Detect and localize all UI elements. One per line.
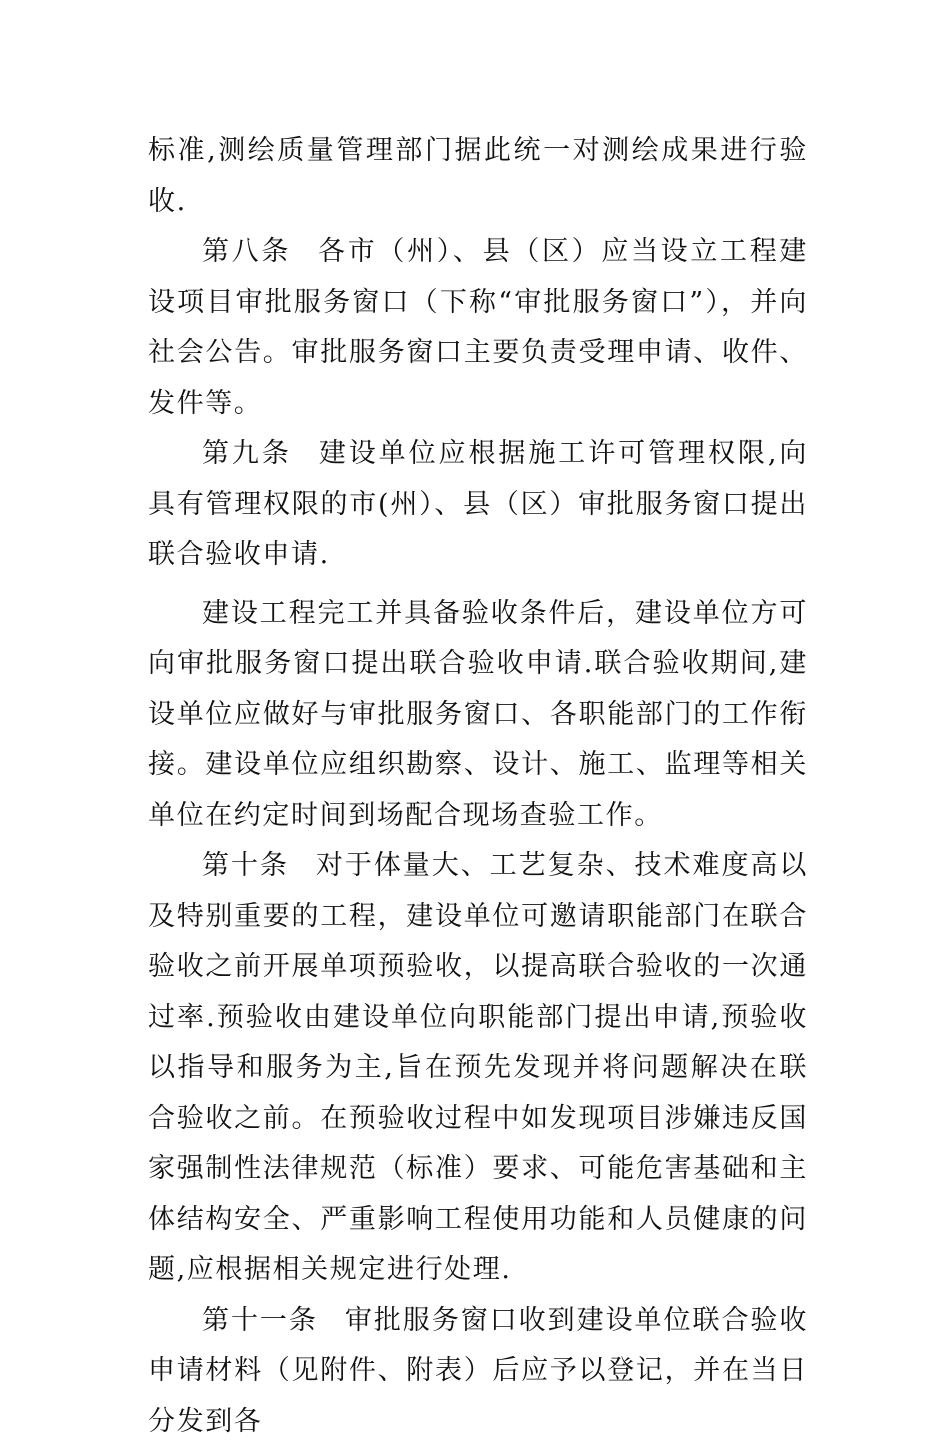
paragraph-continuation: [148, 126, 808, 227]
paragraph-text: 建设单位应根据施工许可管理权限,向具有管理权限的市(州）、县（区）审批服务窗口提出联合验收申请.: [148, 438, 808, 570]
paragraph-text: 标准,测绘质量管理部门据此统一对测绘成果进行验收.: [148, 135, 808, 217]
paragraph-text: 对于体量大、工艺复杂、技术难度高以及特别重要的工程，建设单位可邀请职能部门在联合验收之前开展单项预验收，以提高联合验收的一次通过率.预验收由建设单位向职能部门提出申请,预验收以指导和服务为主,旨在预先发现并将问题解决在联合验收之前。在预验收过程中如发现项目涉嫌违反国家强制性法律规范（标准）要求、可能危害基础和主体结构安全、严重影响工程使用功能和人员健康的问题,应根据相关规定进行处理.: [148, 850, 808, 1285]
article-number: 第十条: [202, 850, 289, 881]
paragraph-article-10: [148, 841, 808, 1296]
document-body: [148, 126, 808, 1447]
article-number: 第八条: [202, 236, 291, 267]
paragraph-text: 建设工程完工并具备验收条件后，建设单位方可向审批服务窗口提出联合验收申请.联合验收期间,建设单位应做好与审批服务窗口、各职能部门的工作衔接。建设单位应组织勘察、设计、施工、监理等相关单位在约定时间到场配合现场查验工作。: [148, 598, 808, 831]
paragraph-article-9: [148, 429, 808, 581]
paragraph-text: 审批服务窗口收到建设单位联合验收申请材料（见附件、附表）后应予以登记，并在当日分发到各: [148, 1305, 808, 1437]
paragraph-article-9-continued: [148, 589, 808, 842]
article-number: 第九条: [202, 438, 292, 469]
paragraph-text: 各市（州）、县（区）应当设立工程建设项目审批服务窗口（下称“审批服务窗口”），并向社会公告。审批服务窗口主要负责受理申请、收件、发件等。: [148, 236, 808, 419]
paragraph-article-8: [148, 227, 808, 429]
article-number: 第十一条: [202, 1305, 318, 1336]
paragraph-article-11: [148, 1296, 808, 1447]
